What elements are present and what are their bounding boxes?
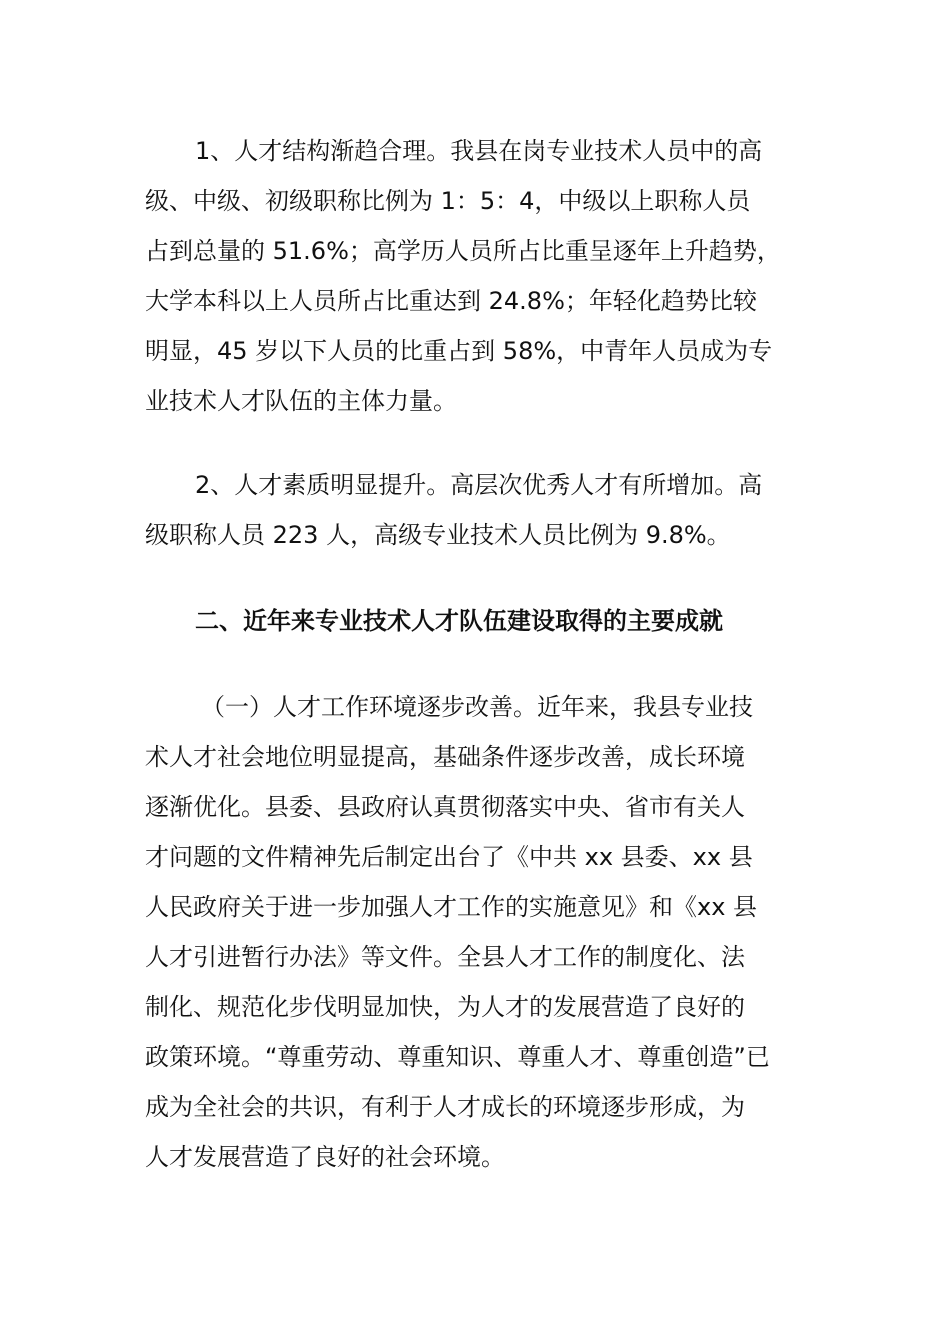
paragraph-line: 人民政府关于进一步加强人才工作的实施意见》和《xx 县	[145, 893, 758, 921]
paragraph-line: 术人才社会地位明显提高，基础条件逐步改善，成长环境	[145, 743, 745, 771]
paragraph-line: 逐渐优化。县委、县政府认真贯彻落实中央、省市有关人	[145, 793, 745, 821]
paragraph-work-environment	[145, 682, 820, 1182]
paragraph-line: 2、人才素质明显提升。高层次优秀人才有所增加。高	[195, 471, 763, 499]
paragraph-line: （一）人才工作环境逐步改善。近年来，我县专业技	[201, 693, 753, 721]
paragraph-line: 占到总量的 51.6%；高学历人员所占比重呈逐年上升趋势，	[145, 237, 781, 265]
paragraph-talent-structure	[145, 126, 820, 426]
paragraph-line: 级、中级、初级职称比例为 1：5：4，中级以上职称人员	[145, 187, 751, 215]
paragraph-line: 才问题的文件精神先后制定出台了《中共 xx 县委、xx 县	[145, 843, 753, 871]
paragraph-line: 人才引进暂行办法》等文件。全县人才工作的制度化、法	[145, 943, 745, 971]
paragraph-talent-quality	[145, 460, 820, 560]
paragraph-line: 成为全社会的共识，有利于人才成长的环境逐步形成，为	[145, 1093, 745, 1121]
paragraph-line: 业技术人才队伍的主体力量。	[145, 387, 457, 415]
paragraph-line: 级职称人员 223 人，高级专业技术人员比例为 9.8%。	[145, 521, 731, 549]
paragraph-line: 明显，45 岁以下人员的比重占到 58%，中青年人员成为专	[145, 337, 773, 365]
paragraph-line: 政策环境。“尊重劳动、尊重知识、尊重人才、尊重创造”已	[145, 1043, 770, 1071]
section-heading: 二、近年来专业技术人才队伍建设取得的主要成就	[195, 607, 723, 635]
paragraph-line: 人才发展营造了良好的社会环境。	[145, 1143, 505, 1171]
paragraph-line: 制化、规范化步伐明显加快，为人才的发展营造了良好的	[145, 993, 745, 1021]
paragraph-line: 大学本科以上人员所占比重达到 24.8%；年轻化趋势比较	[145, 287, 757, 315]
paragraph-line: 1、人才结构渐趋合理。我县在岗专业技术人员中的高	[195, 137, 763, 165]
